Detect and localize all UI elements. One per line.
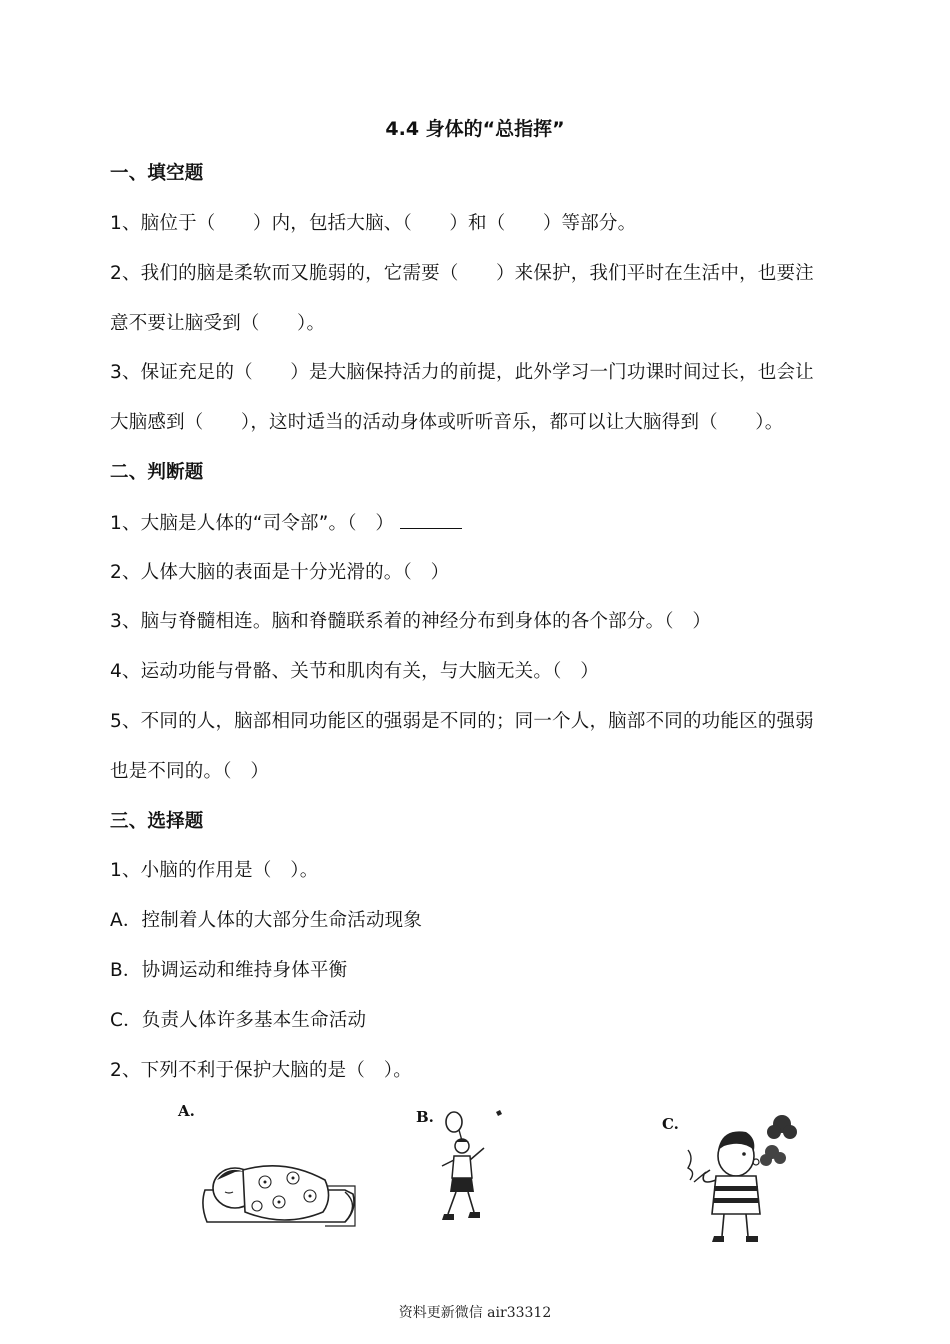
smoking-boy-image (680, 1110, 805, 1245)
tf-question-1-text: 1、大脑是人体的“司令部”。（ ） (110, 513, 395, 534)
answer-underline (400, 510, 462, 529)
choice-option-a: A．控制着人体的大部分生命活动现象 (110, 910, 423, 931)
tf-question-2: 2、人体大脑的表面是十分光滑的。（ ） (110, 562, 450, 583)
image-label-b: B. (416, 1108, 434, 1126)
tf-question-5-line-1: 5、不同的人，脑部相同功能区的强弱是不同的；同一个人，脑部不同的功能区的强弱 (110, 711, 814, 732)
image-label-a: A. (178, 1102, 195, 1120)
fill-question-3-line-1: 3、保证充足的（ ）是大脑保持活力的前提，此外学习一门功课时间过长，也会让 (110, 362, 814, 383)
choice-option-b: B．协调运动和维持身体平衡 (110, 960, 348, 981)
image-label-c: C. (662, 1115, 679, 1133)
page-title: 4.4 身体的“总指挥” (385, 118, 565, 140)
section-heading-choice: 三、选择题 (110, 811, 204, 832)
choice-question-1: 1、小脑的作用是（ ）。 (110, 860, 319, 881)
section-heading-fill-blank: 一、填空题 (110, 163, 204, 184)
section-heading-true-false: 二、判断题 (110, 462, 204, 483)
tf-question-1 (110, 510, 462, 537)
fill-question-3-line-2: 大脑感到（ ），这时适当的活动身体或听听音乐，都可以让大脑得到（ ）。 (110, 412, 784, 433)
sleeping-child-image (195, 1150, 365, 1240)
fill-question-2-line-2: 意不要让脑受到（ ）。 (110, 313, 326, 334)
tf-question-5-line-2: 也是不同的。（ ） (110, 761, 270, 782)
badminton-child-image (428, 1108, 508, 1233)
tf-question-4: 4、运动功能与骨骼、关节和肌肉有关，与大脑无关。（ ） (110, 661, 599, 682)
choice-option-c: C．负责人体许多基本生命活动 (110, 1010, 367, 1031)
fill-question-2-line-1: 2、我们的脑是柔软而又脆弱的，它需要（ ）来保护，我们平时在生活中，也要注 (110, 263, 814, 284)
tf-question-3: 3、脑与脊髓相连。脑和脊髓联系着的神经分布到身体的各个部分。（ ） (110, 611, 712, 632)
choice-question-2: 2、下列不利于保护大脑的是（ ）。 (110, 1060, 412, 1081)
fill-question-1: 1、脑位于（ ）内，包括大脑、（ ）和（ ）等部分。 (110, 213, 637, 234)
footer-note: 资料更新微信 air33312 (398, 1305, 552, 1321)
